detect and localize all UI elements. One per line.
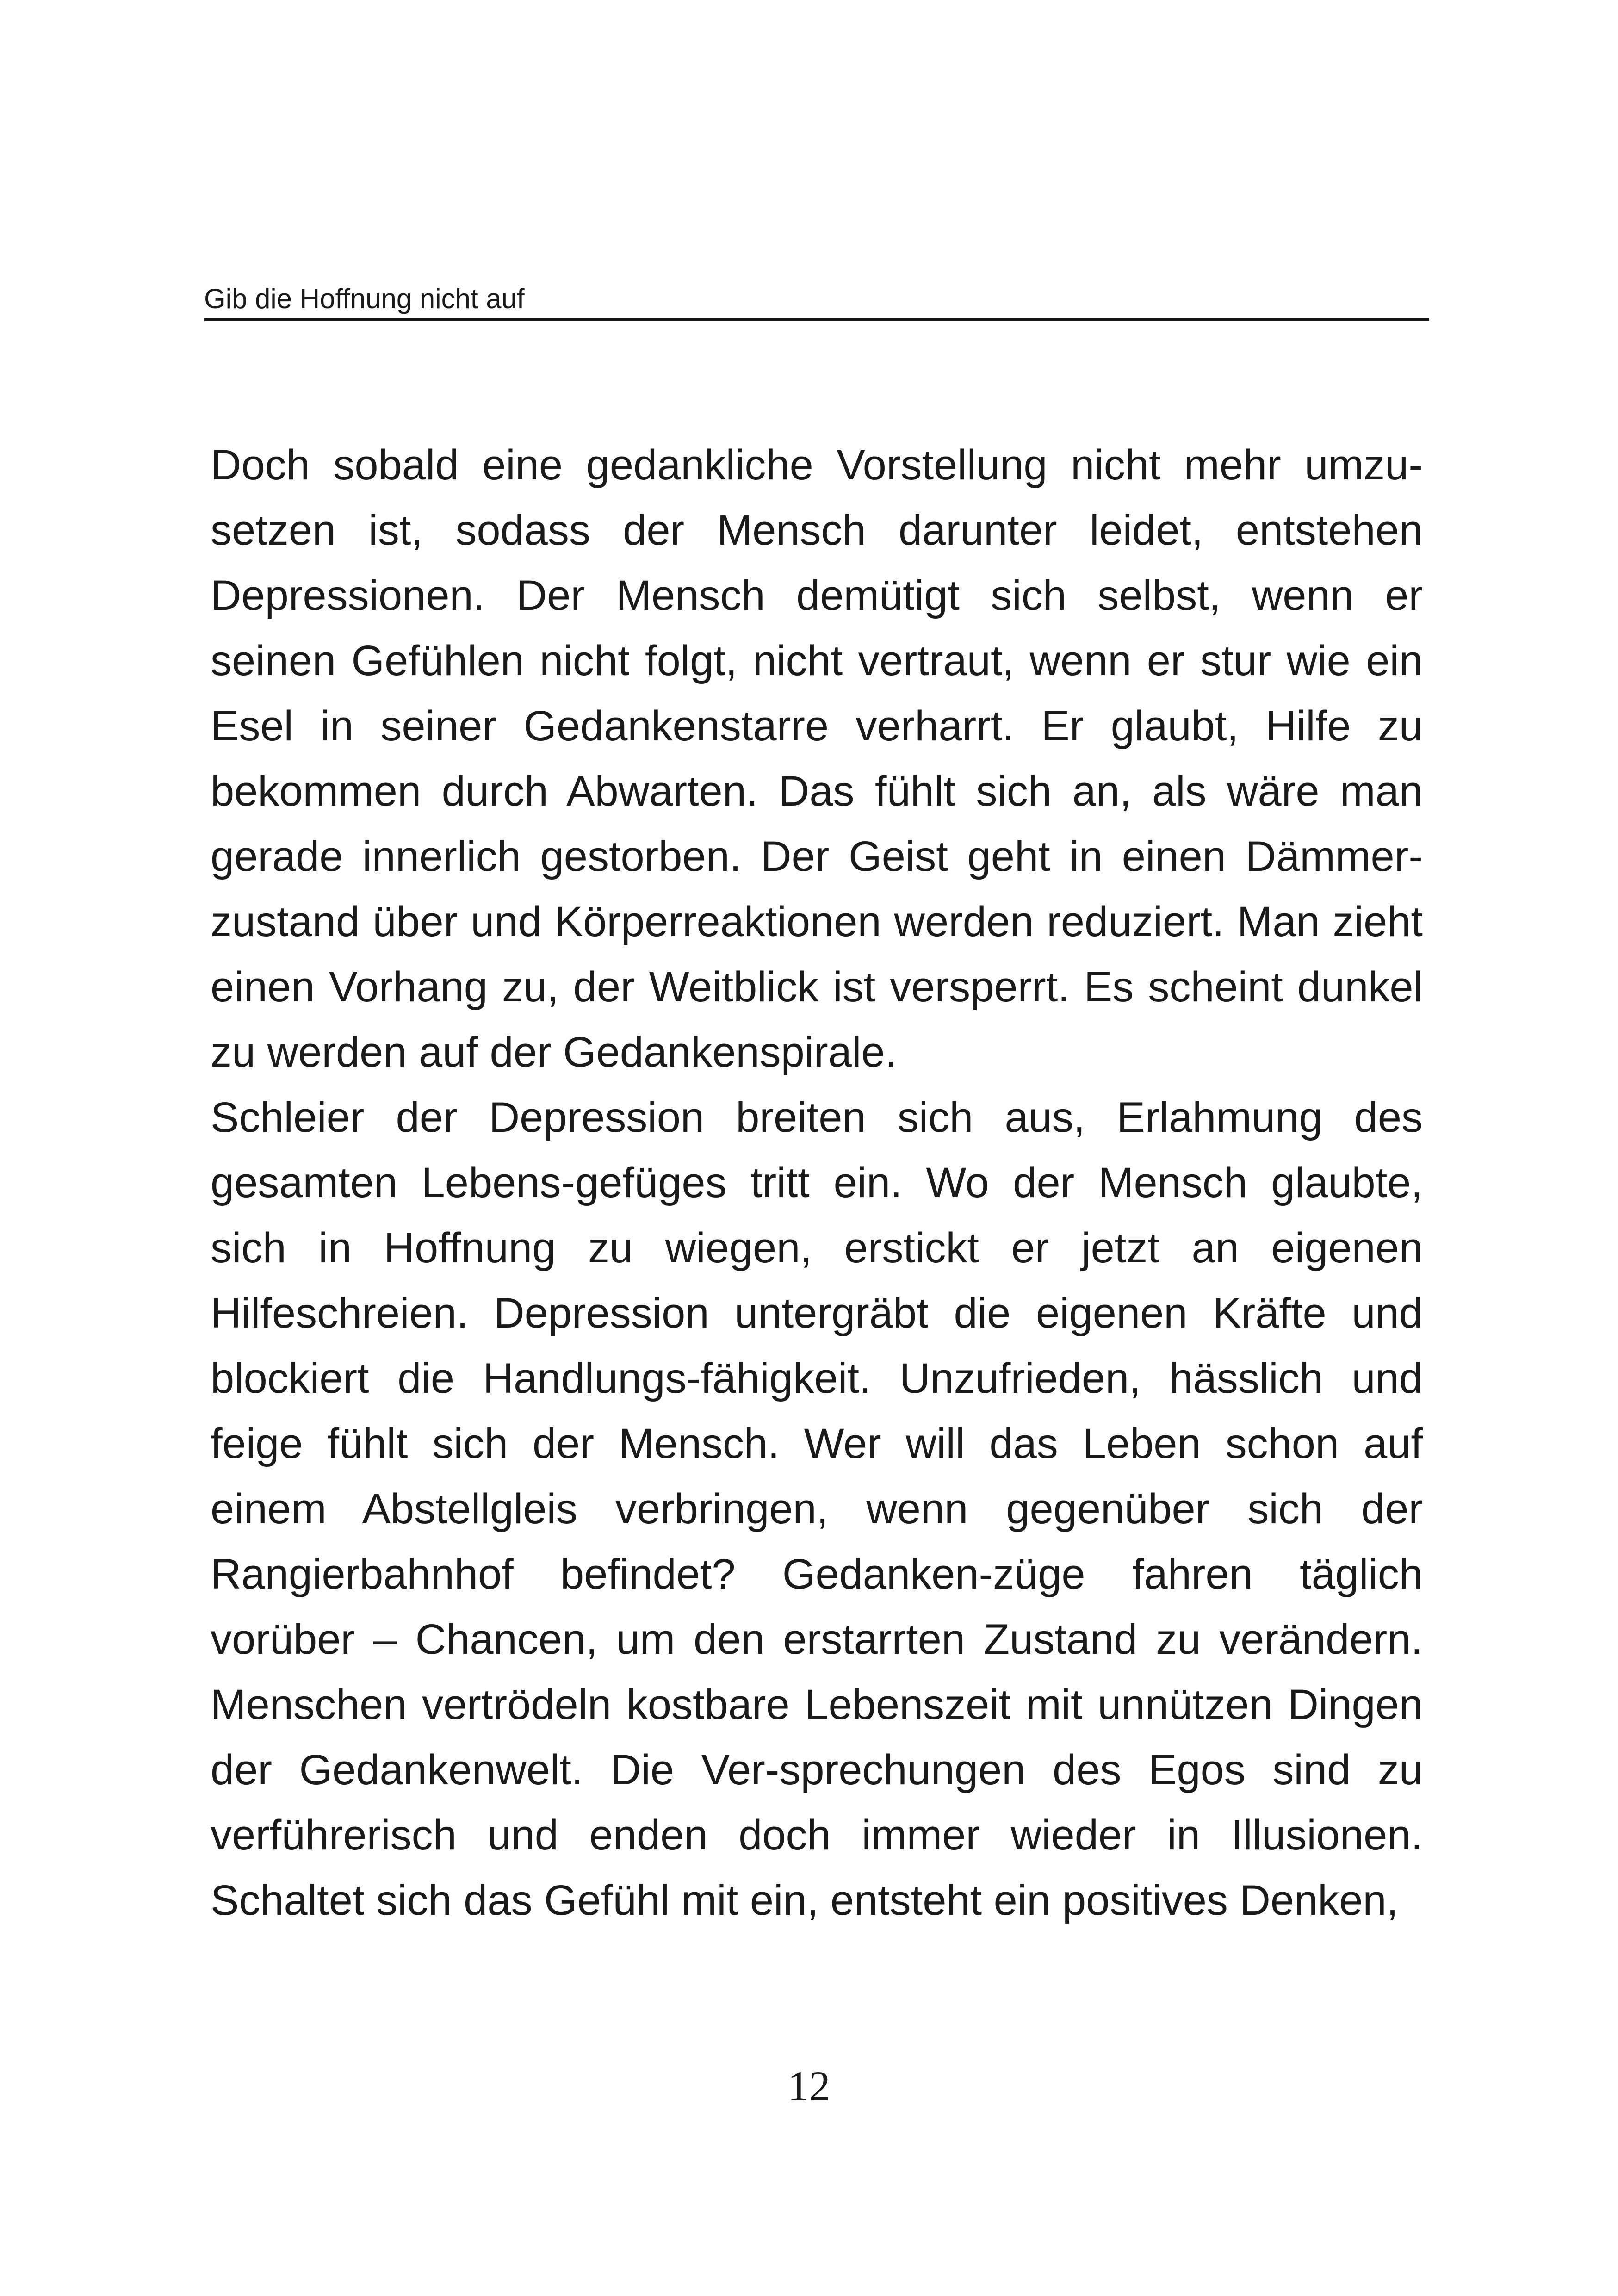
body-text	[211, 433, 1423, 1933]
paragraph: Doch sobald eine gedankliche Vorstellung nicht mehr umzusetzen ist, sodass der Mensch darunter leidet, entstehen Depressionen. Der Mensch demütigt sich selbst, wenn er seinen Gefühlen nicht folgt, nicht vertraut, wenn er stur wie ein Esel in seiner Gedankenstarre verharrt. Er glaubt, Hilfe zu bekommen durch Abwarten. Das fühlt sich an, als wäre man gerade innerlich gestorben. Der Geist geht in einen Dämmerzustand über und Körperreaktionen werden reduziert. Man zieht einen Vorhang zu, der Weitblick ist versperrt. Es scheint dunkel zu werden auf der Gedankenspirale.	[211, 441, 1423, 1076]
running-header	[204, 278, 1429, 321]
running-title: Gib die Hoffnung nicht auf	[204, 283, 525, 314]
page-number: 12	[787, 2062, 831, 2110]
paragraph: Schleier der Depression breiten sich aus, Erlahmung des gesamten Lebens-gefüges tritt ein. Wo der Mensch glaubte, sich in Hoffnung zu wiegen, erstickt er jetzt an eigenen Hilfeschreien. Depression untergräbt die eigenen Kräfte und blockiert die Handlungs-fähigkeit. Unzufrieden, hässlich und feige fühlt sich der Mensch. Wer will das Leben schon auf einem Abstellgleis verbringen, wenn gegenüber sich der Rangierbahnhof befindet? Gedanken-züge fahren täglich vorüber – Chancen, um den erstarrten Zustand zu verändern. Menschen vertrödeln kostbare Lebenszeit mit unnützen Dingen der Gedankenwelt. Die Ver-sprechungen des Egos sind zu verführerisch und enden doch immer wieder in Illusionen. Schaltet sich das Gefühl mit ein, entsteht ein positives Denken,	[211, 1094, 1423, 1924]
